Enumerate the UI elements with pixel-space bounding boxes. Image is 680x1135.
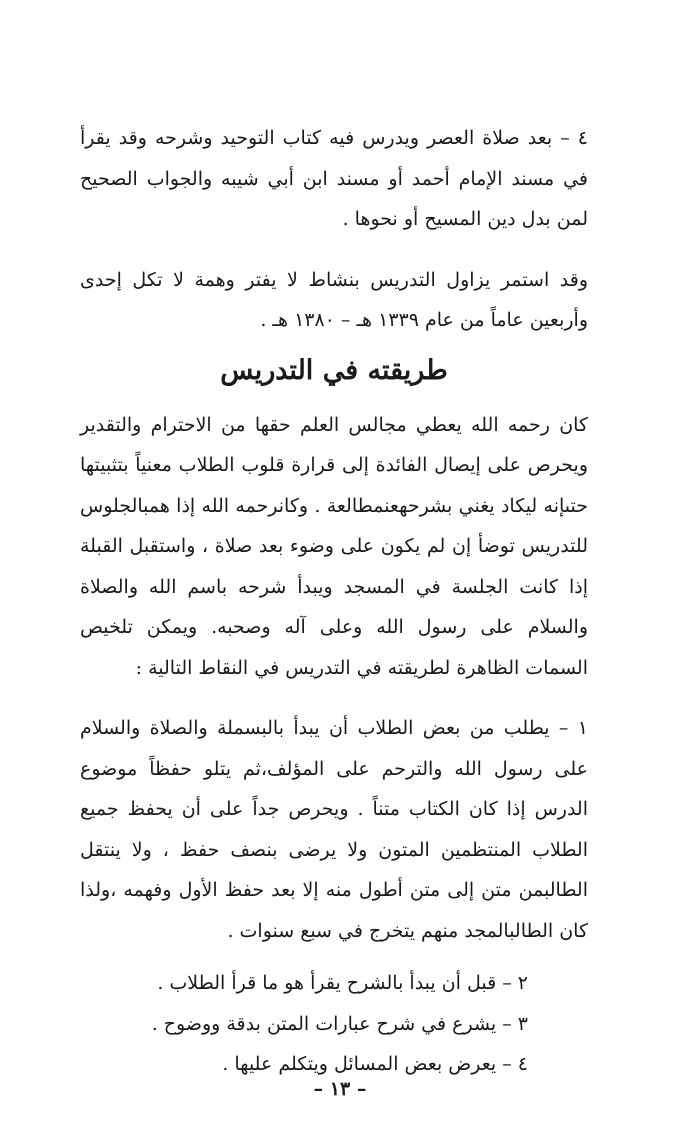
list-item: ٢ – قبل أن يبدأ بالشرح يقرأ هو ما قرأ الطلاب . [157,972,528,994]
spacer [80,688,588,708]
paragraph-point-1: ١ – يطلب من بعض الطلاب أن يبدأ بالبسملة والصلاة والسلام على رسول الله والترحم على المؤلف،ثم يتلو حفظاً موضوع الدرس إذا كان الكتاب متناً . ويحرص جداً على أن يحفظ جميع الطلاب المنتظمين المتون ولا يرضى بنصف حفظ ، ولا ينتقل الطالبمن متن إلى متن أطول منه إلا بعد حفظ الأول وفهمه ،ولذا كان الطالبالمجد منهم يتخرج في سبع سنوات . [80,717,588,942]
paragraph-teaching-duration: وقد استمر يزاول التدريس بنشاط لا يفتر وهمة لا تكل إحدى وأربعين عاماً من عام ١٣٣٩ هـ – ١٣٨٠ هـ . [80,268,588,331]
spacer [80,240,588,260]
paragraph-teaching-method: كان رحمه الله يعطي مجالس العلم حقها من الاحترام والتقدير ويحرص على إيصال الفائدة إلى قرارة قلوب الطلاب معنياً بتثبيتها حتىإنه ليكاد يغني بشرحهعنمطالعة . وكانرحمه الله إذا همبالجلوس للتدريس توضأ إن لم يكون على وضوء بعد صلاة ، واستقبل القبلة إذا كانت الجلسة في المسجد ويبدأ شرحه باسم الله والصلاة والسلام على رسول الله وعلى آله وصحبه. ويمكن تلخيص السمات الظاهرة لطريقته في التدريس في النقاط التالية : [80,413,588,679]
paragraph-afternoon-lesson: ٤ – بعد صلاة العصر ويدرس فيه كتاب التوحيد وشرحه وقد يقرأ في مسند الإمام أحمد أو مسند ابن أبي شيبه والجواب الصحيح لمن بدل دين المسيح أو نحوها . [80,127,588,230]
points-list [80,963,588,1085]
section-heading: طريقته في التدريس [220,354,448,386]
page-number: – ١٣ – [313,1078,367,1100]
list-item: ٣ – يشرع في شرح عبارات المتن بدقة ووضوح . [151,1012,528,1035]
list-item: ٤ – يعرض بعض المسائل ويتكلم عليها . [222,1053,528,1075]
